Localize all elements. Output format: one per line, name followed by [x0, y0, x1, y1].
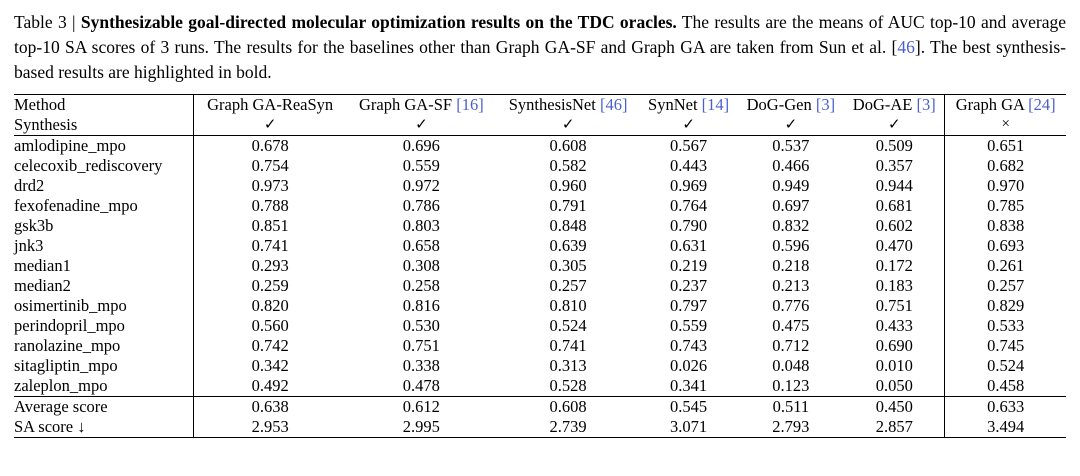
cell-11-5: 0.010 [875, 355, 913, 375]
summary-cell-1-1: 2.995 [346, 417, 496, 438]
cell-2-3: 0.969 [670, 175, 708, 195]
cell-9-1: 0.530 [402, 315, 440, 335]
cell-10-4: 0.712 [772, 335, 810, 355]
row-label-4: gsk3b [14, 215, 54, 235]
summary-cell-1-4: 2.793 [738, 417, 845, 438]
row-label-1: celecoxib_rediscovery [14, 155, 163, 175]
synthesis-check-2: ✓ [497, 115, 640, 136]
cell-0-5: 0.509 [875, 135, 913, 155]
header-col-3-citation[interactable]: [14] [701, 94, 730, 114]
cell-2-4: 0.949 [772, 175, 810, 195]
cell-8-2: 0.810 [549, 295, 587, 315]
cell-4-1: 0.803 [402, 215, 440, 235]
cell-9-2: 0.524 [549, 315, 587, 335]
summary-label-0: Average score [14, 396, 108, 416]
cell-3-0: 0.788 [194, 196, 347, 216]
cell-5-3: 0.631 [670, 235, 708, 255]
cell-0-2: 0.608 [549, 135, 587, 155]
cell-0-0: 0.678 [194, 135, 347, 156]
header-method: Method [14, 94, 194, 115]
cell-7-0: 0.259 [194, 276, 347, 296]
cell-7-5: 0.183 [875, 275, 913, 295]
row-label-2: drd2 [14, 175, 45, 195]
synthesis-check-6: × [945, 115, 1066, 136]
results-table [14, 94, 1066, 438]
cell-1-4: 0.466 [772, 155, 810, 175]
cell-11-3: 0.026 [670, 355, 708, 375]
cell-8-5: 0.751 [875, 295, 913, 315]
cell-1-6: 0.682 [945, 156, 1066, 176]
cell-0-6: 0.651 [945, 135, 1066, 156]
summary-row-average [14, 396, 1066, 417]
cell-3-6: 0.785 [945, 196, 1066, 216]
cell-12-1: 0.478 [346, 376, 496, 397]
table-row [14, 196, 1066, 216]
cell-1-0: 0.754 [194, 156, 347, 176]
table-row [14, 296, 1066, 316]
header-col-0 [194, 94, 347, 115]
cell-2-2: 0.960 [549, 175, 587, 195]
caption-bold-title: Synthesizable goal-directed molecular optimization results on the TDC oracles. [80, 12, 677, 32]
summary-cell-0-5: 0.450 [875, 396, 913, 416]
cell-10-5: 0.690 [875, 335, 913, 355]
cell-8-4: 0.776 [772, 295, 810, 315]
row-label-11: sitagliptin_mpo [14, 355, 118, 375]
cell-6-0: 0.293 [194, 256, 347, 276]
cell-7-4: 0.213 [772, 275, 810, 295]
table-synthesis-row [14, 115, 1066, 136]
cell-5-5: 0.470 [875, 235, 913, 255]
table-row [14, 276, 1066, 296]
header-col-2-name: SynthesisNet [508, 94, 596, 114]
row-label-10: ranolazine_mpo [14, 335, 121, 355]
header-col-5-name: DoG-AE [852, 94, 913, 114]
table-row [14, 236, 1066, 256]
table-row [14, 156, 1066, 176]
cell-2-6: 0.970 [945, 176, 1066, 196]
summary-cell-0-2: 0.608 [549, 396, 587, 416]
cell-8-6: 0.829 [945, 296, 1066, 316]
summary-cell-0-6: 0.633 [945, 396, 1066, 417]
header-col-1 [346, 94, 496, 115]
table-row [14, 316, 1066, 336]
header-col-4-citation[interactable]: [3] [815, 94, 836, 114]
cell-5-6: 0.693 [945, 236, 1066, 256]
table-header-row [14, 94, 1066, 115]
header-col-3 [640, 94, 738, 115]
summary-cell-1-0: 2.953 [194, 417, 347, 438]
row-label-7: median2 [14, 275, 71, 295]
cell-8-1: 0.816 [402, 295, 440, 315]
cell-9-3: 0.559 [670, 315, 708, 335]
cell-12-2: 0.528 [497, 376, 640, 397]
header-col-1-name: Graph GA-SF [359, 94, 453, 114]
cell-11-0: 0.342 [194, 356, 347, 376]
cell-0-1: 0.696 [402, 135, 440, 155]
cell-10-0: 0.742 [194, 336, 347, 356]
header-col-4-name: DoG-Gen [746, 94, 812, 114]
cell-0-4: 0.537 [772, 135, 810, 155]
cell-6-4: 0.218 [772, 255, 810, 275]
cell-7-6: 0.257 [945, 276, 1066, 296]
row-label-5: jnk3 [14, 235, 44, 255]
cell-7-1: 0.258 [402, 275, 440, 295]
cell-3-5: 0.681 [875, 195, 913, 215]
synthesis-check-1: ✓ [346, 115, 496, 136]
cell-11-1: 0.338 [402, 355, 440, 375]
cell-2-0: 0.973 [194, 176, 347, 196]
cell-6-6: 0.261 [945, 256, 1066, 276]
synthesis-check-4: ✓ [738, 115, 845, 136]
summary-cell-1-6: 3.494 [945, 417, 1066, 438]
cell-11-6: 0.524 [945, 356, 1066, 376]
cell-4-3: 0.790 [670, 215, 708, 235]
header-col-2 [497, 94, 640, 115]
cell-6-3: 0.219 [670, 255, 708, 275]
summary-cell-1-5: 2.857 [844, 417, 945, 438]
cell-12-0: 0.492 [194, 376, 347, 397]
cell-11-2: 0.313 [549, 355, 587, 375]
cell-10-1: 0.751 [402, 335, 440, 355]
summary-cell-0-1: 0.612 [402, 396, 440, 416]
cell-10-2: 0.741 [549, 335, 587, 355]
cell-3-4: 0.697 [772, 195, 810, 215]
row-label-12: zaleplon_mpo [14, 376, 194, 397]
cell-8-3: 0.797 [670, 295, 708, 315]
cell-3-3: 0.764 [670, 195, 708, 215]
header-col-3-name: SynNet [648, 94, 698, 114]
cell-4-2: 0.848 [549, 215, 587, 235]
summary-cell-1-3: 3.071 [640, 417, 738, 438]
cell-4-5: 0.602 [875, 215, 913, 235]
cell-1-3: 0.443 [670, 155, 708, 175]
caption-label: Table 3 | [14, 12, 81, 32]
cell-6-2: 0.305 [549, 255, 587, 275]
synthesis-label: Synthesis [14, 115, 194, 136]
table-row [14, 216, 1066, 236]
cell-6-1: 0.308 [402, 255, 440, 275]
cell-3-1: 0.786 [402, 195, 440, 215]
header-col-1-citation[interactable]: [16] [456, 94, 484, 114]
header-col-6-name: Graph GA [955, 94, 1024, 114]
table-row [14, 356, 1066, 376]
cell-2-1: 0.972 [402, 175, 440, 195]
table-row [14, 176, 1066, 196]
table-row [14, 376, 1066, 397]
synthesis-check-0: ✓ [194, 115, 347, 136]
caption-text-2: ]. The best synthesis-based results are highlighted in bold. [14, 36, 1066, 82]
header-col-5 [844, 94, 945, 115]
row-label-6: median1 [14, 255, 71, 275]
cell-4-0: 0.851 [194, 216, 347, 236]
cell-12-5: 0.050 [844, 376, 945, 397]
cell-4-4: 0.832 [772, 215, 810, 235]
synthesis-check-3: ✓ [640, 115, 738, 136]
cell-4-6: 0.838 [945, 216, 1066, 236]
summary-cell-0-0: 0.638 [194, 396, 347, 417]
header-col-6 [945, 94, 1066, 115]
row-label-0: amlodipine_mpo [14, 135, 126, 155]
table-row [14, 256, 1066, 276]
cell-6-5: 0.172 [875, 255, 913, 275]
cell-9-6: 0.533 [945, 316, 1066, 336]
cell-0-3: 0.567 [670, 135, 708, 155]
summary-cell-1-2: 2.739 [497, 417, 640, 438]
table-row [14, 336, 1066, 356]
header-col-0-name: Graph GA-ReaSyn [207, 94, 334, 114]
cell-7-2: 0.257 [549, 275, 587, 295]
cell-8-0: 0.820 [194, 296, 347, 316]
cell-9-5: 0.433 [875, 315, 913, 335]
summary-label-1: SA score ↓ [14, 417, 194, 438]
cell-9-0: 0.560 [194, 316, 347, 336]
cell-1-2: 0.582 [549, 155, 587, 175]
cell-12-6: 0.458 [945, 376, 1066, 397]
cell-5-1: 0.658 [402, 235, 440, 255]
cell-7-3: 0.237 [670, 275, 708, 295]
caption-text-1: The results are the means of AUC top-10 and average top-10 SA scores of 3 runs. The results for the baselines other than Graph GA-SF and Graph GA are taken from Sun et al. [ [14, 12, 1066, 57]
cell-10-6: 0.745 [945, 336, 1066, 356]
synthesis-check-5: ✓ [844, 115, 945, 136]
cell-12-4: 0.123 [738, 376, 845, 397]
row-label-8: osimertinib_mpo [14, 295, 127, 315]
cell-2-5: 0.944 [875, 175, 913, 195]
cell-5-2: 0.639 [549, 235, 587, 255]
row-label-9: perindopril_mpo [14, 315, 125, 335]
cell-11-4: 0.048 [772, 355, 810, 375]
summary-row-sa-score [14, 417, 1066, 438]
cell-10-3: 0.743 [670, 335, 708, 355]
cell-1-1: 0.559 [402, 155, 440, 175]
header-col-4 [738, 94, 845, 115]
row-label-3: fexofenadine_mpo [14, 195, 138, 215]
header-col-2-citation[interactable]: [46] [599, 94, 628, 114]
caption-citation-46[interactable]: 46 [897, 36, 915, 57]
cell-1-5: 0.357 [875, 155, 913, 175]
header-col-6-citation[interactable]: [24] [1028, 94, 1056, 114]
cell-9-4: 0.475 [772, 315, 810, 335]
cell-5-4: 0.596 [772, 235, 810, 255]
cell-12-3: 0.341 [640, 376, 738, 397]
cell-5-0: 0.741 [194, 236, 347, 256]
header-col-5-citation[interactable]: [3] [916, 94, 936, 114]
cell-3-2: 0.791 [549, 195, 587, 215]
summary-cell-0-4: 0.511 [772, 396, 810, 416]
table-row [14, 135, 1066, 156]
summary-cell-0-3: 0.545 [670, 396, 708, 416]
table-caption [14, 10, 1066, 85]
